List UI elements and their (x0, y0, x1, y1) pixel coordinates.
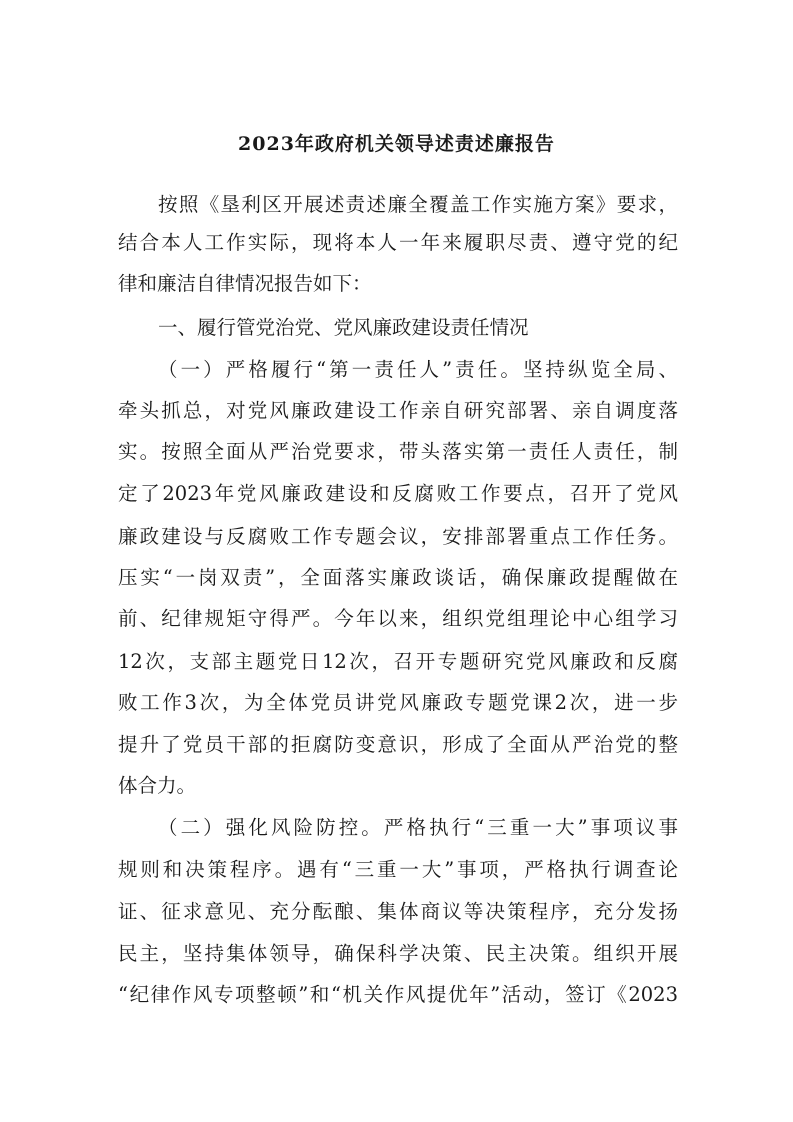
paragraph-line: 规则和决策程序。遇有“三重一大”事项，严格执行调查论 (118, 858, 678, 881)
paragraph-line: （二）强化风险防控。严格执行“三重一大”事项议事 (158, 816, 678, 839)
paragraph-line: 12次，支部主题党日12次，召开专题研究党风廉政和反腐 (118, 650, 678, 673)
paragraph-line: 提升了党员干部的拒腐防变意识，形成了全面从严治党的整 (118, 733, 678, 756)
paragraph-line: 压实“一岗双责”，全面落实廉政谈话，确保廉政提醒做在 (118, 566, 678, 589)
paragraph-line: 体合力。 (118, 774, 197, 797)
paragraph-line: 民主，坚持集体领导，确保科学决策、民主决策。组织开展 (118, 942, 678, 965)
paragraph-line: 定了2023年党风廉政建设和反腐败工作要点，召开了党风 (118, 482, 678, 505)
paragraph-line: 实。按照全面从严治党要求，带头落实第一责任人责任，制 (118, 440, 678, 463)
document-title: 2023年政府机关领导述责述廉报告 (238, 133, 555, 155)
paragraph-line: 律和廉洁自律情况报告如下： (118, 272, 372, 295)
paragraph-line: 证、征求意见、充分酝酿、集体商议等决策程序，充分发扬 (118, 900, 678, 923)
paragraph-line: 牵头抓总，对党风廉政建设工作亲自研究部署、亲自调度落 (118, 399, 678, 422)
paragraph-line: （一）严格履行“第一责任人”责任。坚持纵览全局、 (158, 358, 678, 381)
paragraph-line: “纪律作风专项整顿”和“机关作风提优年”活动，签订《2023 (118, 983, 678, 1006)
paragraph-line: 结合本人工作实际，现将本人一年来履职尽责、遵守党的纪 (118, 231, 678, 254)
section-heading: 一、履行管党治党、党风廉政建设责任情况 (158, 316, 529, 339)
paragraph-line: 败工作3次，为全体党员讲党风廉政专题党课2次，进一步 (118, 691, 678, 714)
paragraph-line: 按照《垦利区开展述责述廉全覆盖工作实施方案》要求， (158, 193, 678, 216)
paragraph-line: 前、纪律规矩守得严。今年以来，组织党组理论中心组学习 (118, 607, 678, 630)
paragraph-line: 廉政建设与反腐败工作专题会议，安排部署重点工作任务。 (118, 525, 678, 548)
